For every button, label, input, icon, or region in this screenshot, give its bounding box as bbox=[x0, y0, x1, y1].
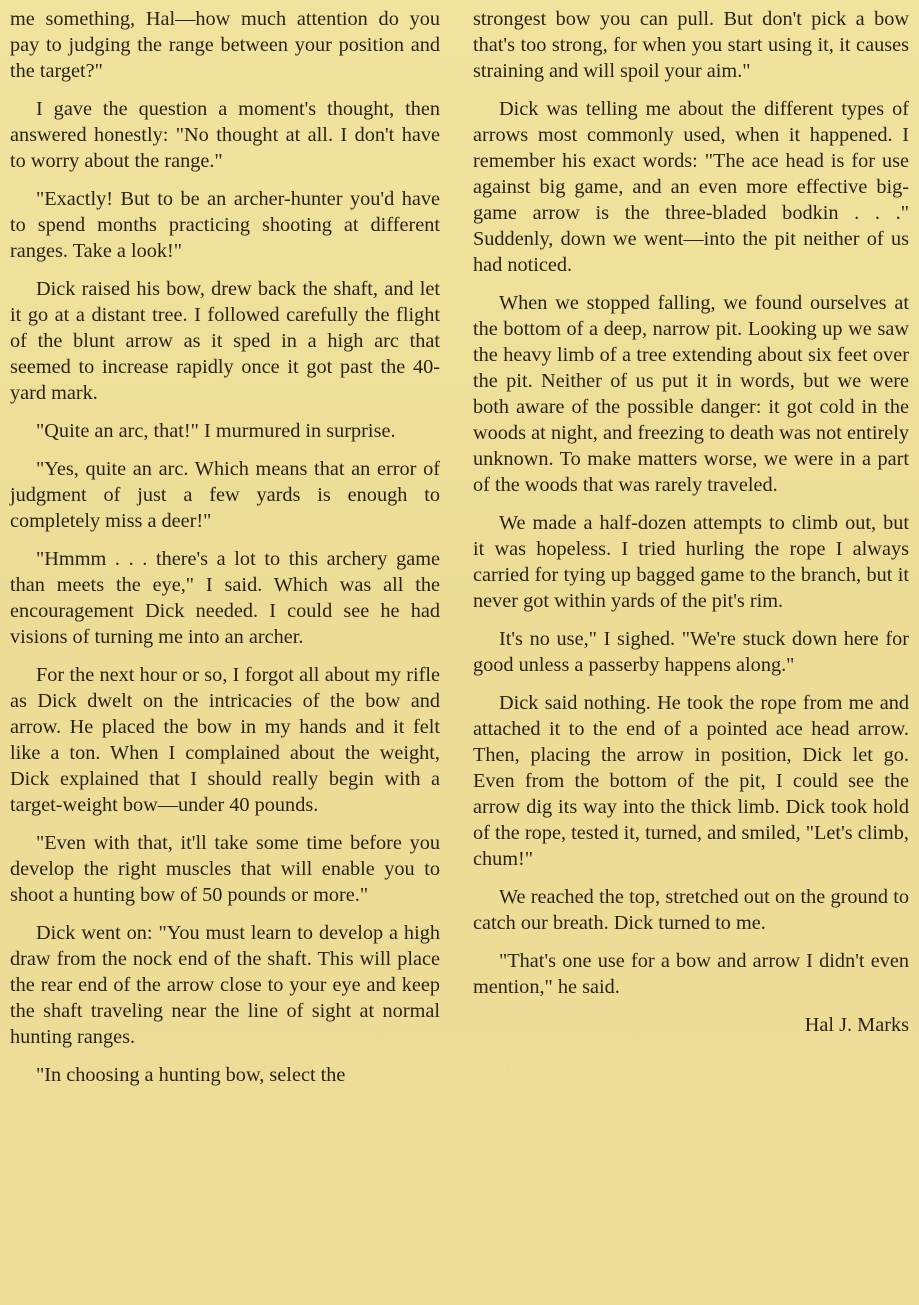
paragraph: "Exactly! But to be an archer-hunter you'd have to spend months practicing shooting at different ranges. Take a look!" bbox=[10, 188, 440, 262]
paragraph: "Yes, quite an arc. Which means that an error of judgment of just a few yards is enough to completely miss a deer!" bbox=[10, 458, 440, 532]
paragraph: strongest bow you can pull. But don't pick a bow that's too strong, for when you start using it, it causes straining and will spoil your aim." bbox=[473, 8, 909, 82]
paragraph: We made a half-dozen attempts to climb out, but it was hopeless. I tried hurling the rope I always carried for tying up bagged game to the branch, but it never got within yards of the pit's rim. bbox=[473, 512, 909, 612]
paragraph: It's no use," I sighed. "We're stuck down here for good unless a passerby happens along." bbox=[473, 628, 909, 676]
paragraph: Dick raised his bow, drew back the shaft, and let it go at a distant tree. I followed carefully the flight of the blunt arrow as it sped in a high arc that seemed to increase rapidly once it got past the 40-yard mark. bbox=[10, 278, 440, 404]
paragraph: I gave the question a moment's thought, then answered honestly: "No thought at all. I don't have to worry about the range." bbox=[10, 98, 440, 172]
paragraph: "Even with that, it'll take some time before you develop the right muscles that will enable you to shoot a hunting bow of 50 pounds or more." bbox=[10, 832, 440, 906]
paragraph: me something, Hal—how much attention do you pay to judging the range between your position and the target?" bbox=[10, 8, 440, 82]
paragraph: Dick said nothing. He took the rope from me and attached it to the end of a pointed ace head arrow. Then, placing the arrow in position, Dick let go. Even from the bottom of the pit, I could see the arrow dig its way into the thick limb. Dick took hold of the rope, tested it, turned, and smiled, "Let's climb, chum!" bbox=[473, 692, 909, 870]
author-signature: Hal J. Marks bbox=[804, 1014, 909, 1036]
paragraph: Dick went on: "You must learn to develop a high draw from the nock end of the shaft. This will place the rear end of the arrow close to your eye and keep the shaft traveling near the line of sight at normal hunting ranges. bbox=[10, 922, 440, 1048]
paragraph: For the next hour or so, I forgot all about my rifle as Dick dwelt on the intricacies of the bow and arrow. He placed the bow in my hands and it felt like a ton. When I complained about the weight, Dick explained that I should really begin with a target-weight bow—under 40 pounds. bbox=[10, 664, 440, 816]
paragraph: "In choosing a hunting bow, select the bbox=[36, 1064, 346, 1086]
paragraph: We reached the top, stretched out on the ground to catch our breath. Dick turned to me. bbox=[473, 886, 909, 934]
paragraph: Dick was telling me about the different types of arrows most commonly used, when it happened. I remember his exact words: "The ace head is for use against big game, and an even more effective big-game arrow is the three-bladed bodkin . . ." Suddenly, down we went—into the pit neither of us had noticed. bbox=[473, 98, 909, 276]
paragraph: "Quite an arc, that!" I murmured in surprise. bbox=[36, 420, 396, 442]
paragraph: "That's one use for a bow and arrow I didn't even mention," he said. bbox=[473, 950, 909, 998]
paragraph: "Hmmm . . . there's a lot to this archery game than meets the eye," I said. Which was all the encouragement Dick needed. I could see he had visions of turning me into an archer. bbox=[10, 548, 440, 648]
right-column bbox=[473, 6, 909, 1050]
paragraph: When we stopped falling, we found ourselves at the bottom of a deep, narrow pit. Looking up we saw the heavy limb of a tree extending about six feet over the pit. Neither of us put it in words, but we were both aware of the possible danger: it got cold in the woods at night, and freezing to death was not entirely unknown. To make matters worse, we were in a part of the woods that was rarely traveled. bbox=[473, 292, 909, 496]
left-column bbox=[10, 6, 440, 1100]
